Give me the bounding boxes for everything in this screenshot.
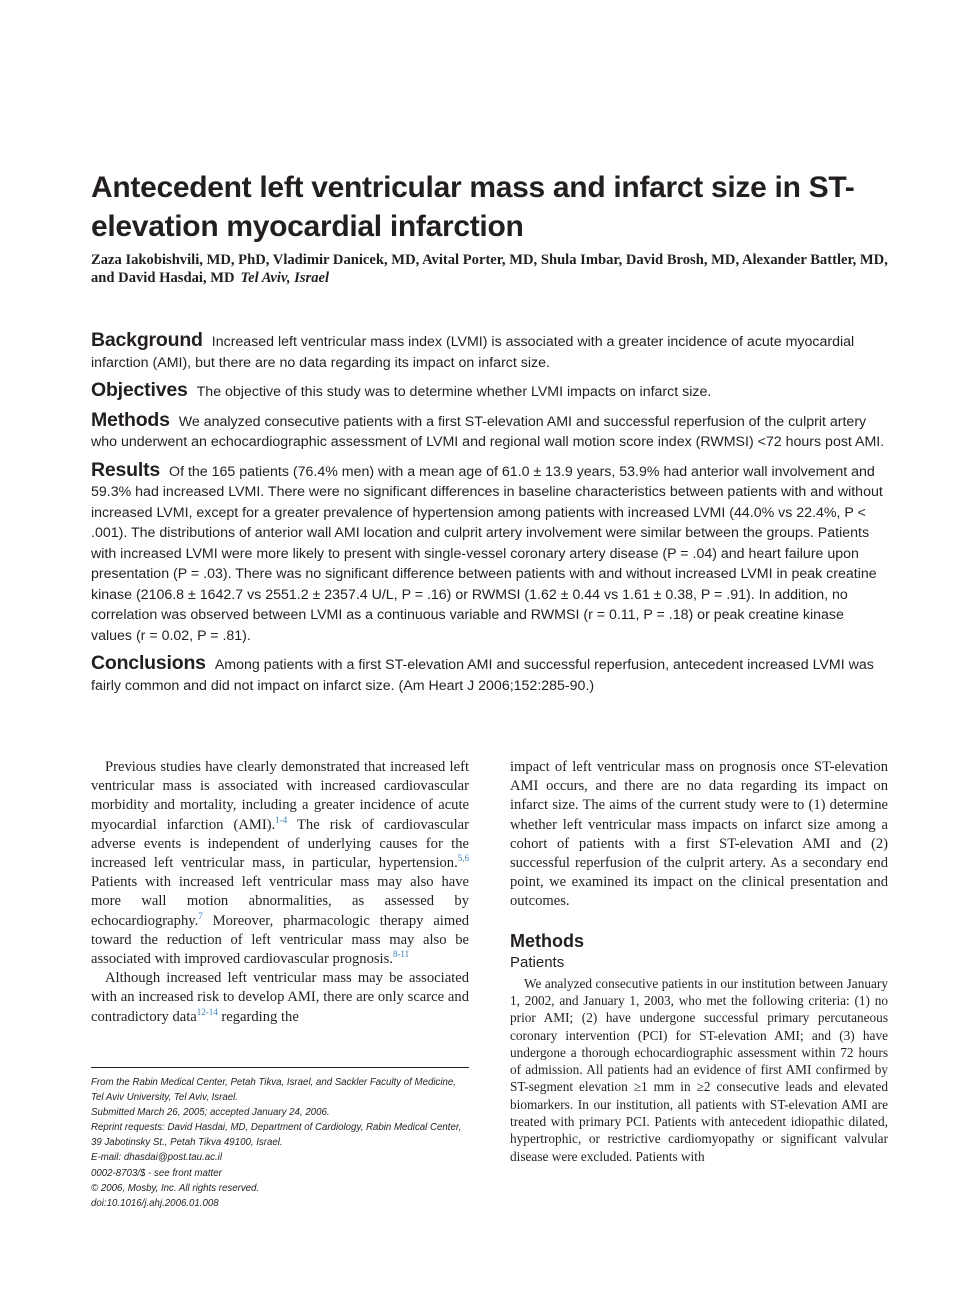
reference-link[interactable]: 8-11 bbox=[392, 949, 410, 960]
body-right-column bbox=[510, 758, 888, 1165]
abstract bbox=[91, 330, 888, 703]
subsection-heading-patients: Patients bbox=[510, 953, 565, 971]
intro-text: Although increased left ventricular mass may be associated with an increased risk to develop AMI, there are only scarce and contradictory data bbox=[91, 970, 469, 1025]
abstract-conclusions bbox=[91, 653, 888, 696]
methods-heading: Methods bbox=[91, 408, 170, 431]
intro-paragraph-2 bbox=[91, 969, 469, 1027]
author-location: Tel Aviv, Israel bbox=[240, 270, 330, 286]
footnote-copyright: © 2006, Mosby, Inc. All rights reserved. bbox=[91, 1182, 260, 1194]
body-left-column bbox=[91, 758, 469, 1027]
methods-paragraph: We analyzed consecutive patients in our institution between January 1, 2002, and January 1, 2003, who met the following criteria: (1) no prior AMI; (2) have undergone successful primary percutaneous coronary intervention (PCI) for ST-elevation AMI; and (3) have undergone a thorough echocardiographic assessment within 72 hours of admission. All patients had an evidence of first AMI confirmed by ST-segment elevation ≥1 mm in ≥2 consecutive leads and elevated biomarkers. In our institution, all patients with ST-elevation AMI are treated with primary PCI. Patients with antecedent idiopathic dilated, hypertrophic, or restrictive cardiomyopathy or significant valvular disease were excluded. Patients with bbox=[510, 975, 888, 1164]
methods-text: We analyzed consecutive patients with a first ST-elevation AMI and successful reperfusion of the culprit artery who underwent an echocardiographic assessment of LVMI and regional wall motion score index (RWMSI) <72 hours post AMI. bbox=[91, 413, 885, 450]
footnotes bbox=[91, 1075, 469, 1211]
background-text: Increased left ventricular mass index (LVMI) is associated with a greater incidence of acute myocardial infarction (AMI), but there are no data regarding its impact on infarct size. bbox=[91, 334, 855, 371]
abstract-methods bbox=[91, 410, 888, 453]
intro-text: Patients with increased left ventricular mass may also have more wall motion abnormalities, as assessed by echocardiography. bbox=[91, 874, 469, 929]
intro-text: regarding the bbox=[217, 1008, 299, 1025]
abstract-background bbox=[91, 330, 888, 373]
footnote-reprint: Reprint requests: David Hasdai, MD, Department of Cardiology, Rabin Medical Center, 39 Jabotinsky St., Petah Tikva 49100, Israel. bbox=[91, 1122, 462, 1149]
article-title: Antecedent left ventricular mass and infarct size in ST-elevation myocardial infarction bbox=[91, 171, 855, 243]
intro-text: Moreover, pharmacologic therapy aimed toward the reduction of left ventricular mass may also be associated with improved cardiovascular prognosis. bbox=[91, 912, 469, 968]
conclusions-text: Among patients with a first ST-elevation AMI and successful reperfusion, antecedent increased LVMI was fairly common and did not impact on infarct size. (Am Heart J 2006;152:285-90.) bbox=[91, 657, 874, 694]
footnote-doi[interactable]: doi:10.1016/j.ahj.2006.01.008 bbox=[91, 1197, 219, 1209]
footnote-affiliation: From the Rabin Medical Center, Petah Tikva, Israel, and Sackler Faculty of Medicine, Tel Aviv University, Tel Aviv, Israel. bbox=[91, 1077, 456, 1104]
intro-paragraph-1 bbox=[91, 758, 469, 969]
abstract-objectives bbox=[91, 380, 888, 403]
footnote-issn: 0002-8703/$ - see front matter bbox=[91, 1167, 222, 1179]
conclusions-heading: Conclusions bbox=[91, 652, 206, 674]
footnote-divider bbox=[91, 1067, 469, 1068]
intro-paragraph-continued: impact of left ventricular mass on prognosis once ST-elevation AMI occurs, and there are no data regarding its impact on infarct size. The aims of the current study were to (1) determine whether left ventricular mass impacts on infarct size among a cohort of patients with a first ST-elevation AMI and (2) successful reperfusion of the culprit artery. As a secondary end point, we examined its impact on the clinical presentation and outcomes. bbox=[510, 759, 888, 910]
abstract-results bbox=[91, 460, 888, 647]
objectives-heading: Objectives bbox=[91, 379, 188, 401]
footnote-email[interactable]: E-mail: dhasdai@post.tau.ac.il bbox=[91, 1152, 222, 1164]
results-text: Of the 165 patients (76.4% men) with a mean age of 61.0 ± 13.9 years, 53.9% had anterior wall involvement and 59.3% had increased LVMI. There were no significant differences in baseline characteristics between patients with and without increased LVMI, except for a greater prevalence of hypertension among patients with increased LVMI (44.0% vs 22.4%, P < .001). The distributions of anterior wall AMI location and culprit artery involvement were similar between the groups. Patients with increased LVMI were more likely to present with single-vessel coronary artery disease (P = .04) and heart failure upon presentation (P = .03). There was no significant difference between patients with and without increased LVMI in peak creatine kinase (2106.8 ± 1642.7 vs 2551.2 ± 2357.4 U/L, P = .16) or RWMSI (1.62 ± 0.44 vs 1.61 ± 0.38, P = .91). In addition, no correlation was observed between LVMI as a continuous variable and RWMSI (r = 0.11, P = .18) or peak creatine kinase values (r = 0.02, P = .81). bbox=[91, 463, 883, 644]
author-list bbox=[91, 251, 891, 287]
author-names: Zaza Iakobishvili, MD, PhD, Vladimir Danicek, MD, Avital Porter, MD, Shula Imbar, David Brosh, MD, Alexander Battler, MD, and David Hasdai, MD bbox=[91, 252, 888, 286]
footnote-submitted: Submitted March 26, 2005; accepted January 24, 2006. bbox=[91, 1107, 330, 1119]
intro-text: The risk of cardiovascular adverse events is independent of underlying causes for the increased left ventricular mass, in particular, hypertension. bbox=[91, 816, 469, 872]
reference-link[interactable]: 5,6 bbox=[457, 853, 469, 864]
reference-link[interactable]: 7 bbox=[198, 910, 203, 921]
section-heading-methods: Methods bbox=[510, 930, 584, 951]
reference-link[interactable]: 1-4 bbox=[275, 814, 288, 825]
intro-text: Previous studies have clearly demonstrated that increased left ventricular mass is associated with increased cardiovascular morbidity and mortality, including a greater incidence of acute myocardial infarction (AMI). bbox=[91, 759, 469, 833]
background-heading: Background bbox=[91, 329, 203, 351]
objectives-text: The objective of this study was to determine whether LVMI impacts on infarct size. bbox=[196, 384, 712, 400]
results-heading: Results bbox=[91, 458, 161, 481]
reference-link[interactable]: 12-14 bbox=[196, 1006, 218, 1017]
